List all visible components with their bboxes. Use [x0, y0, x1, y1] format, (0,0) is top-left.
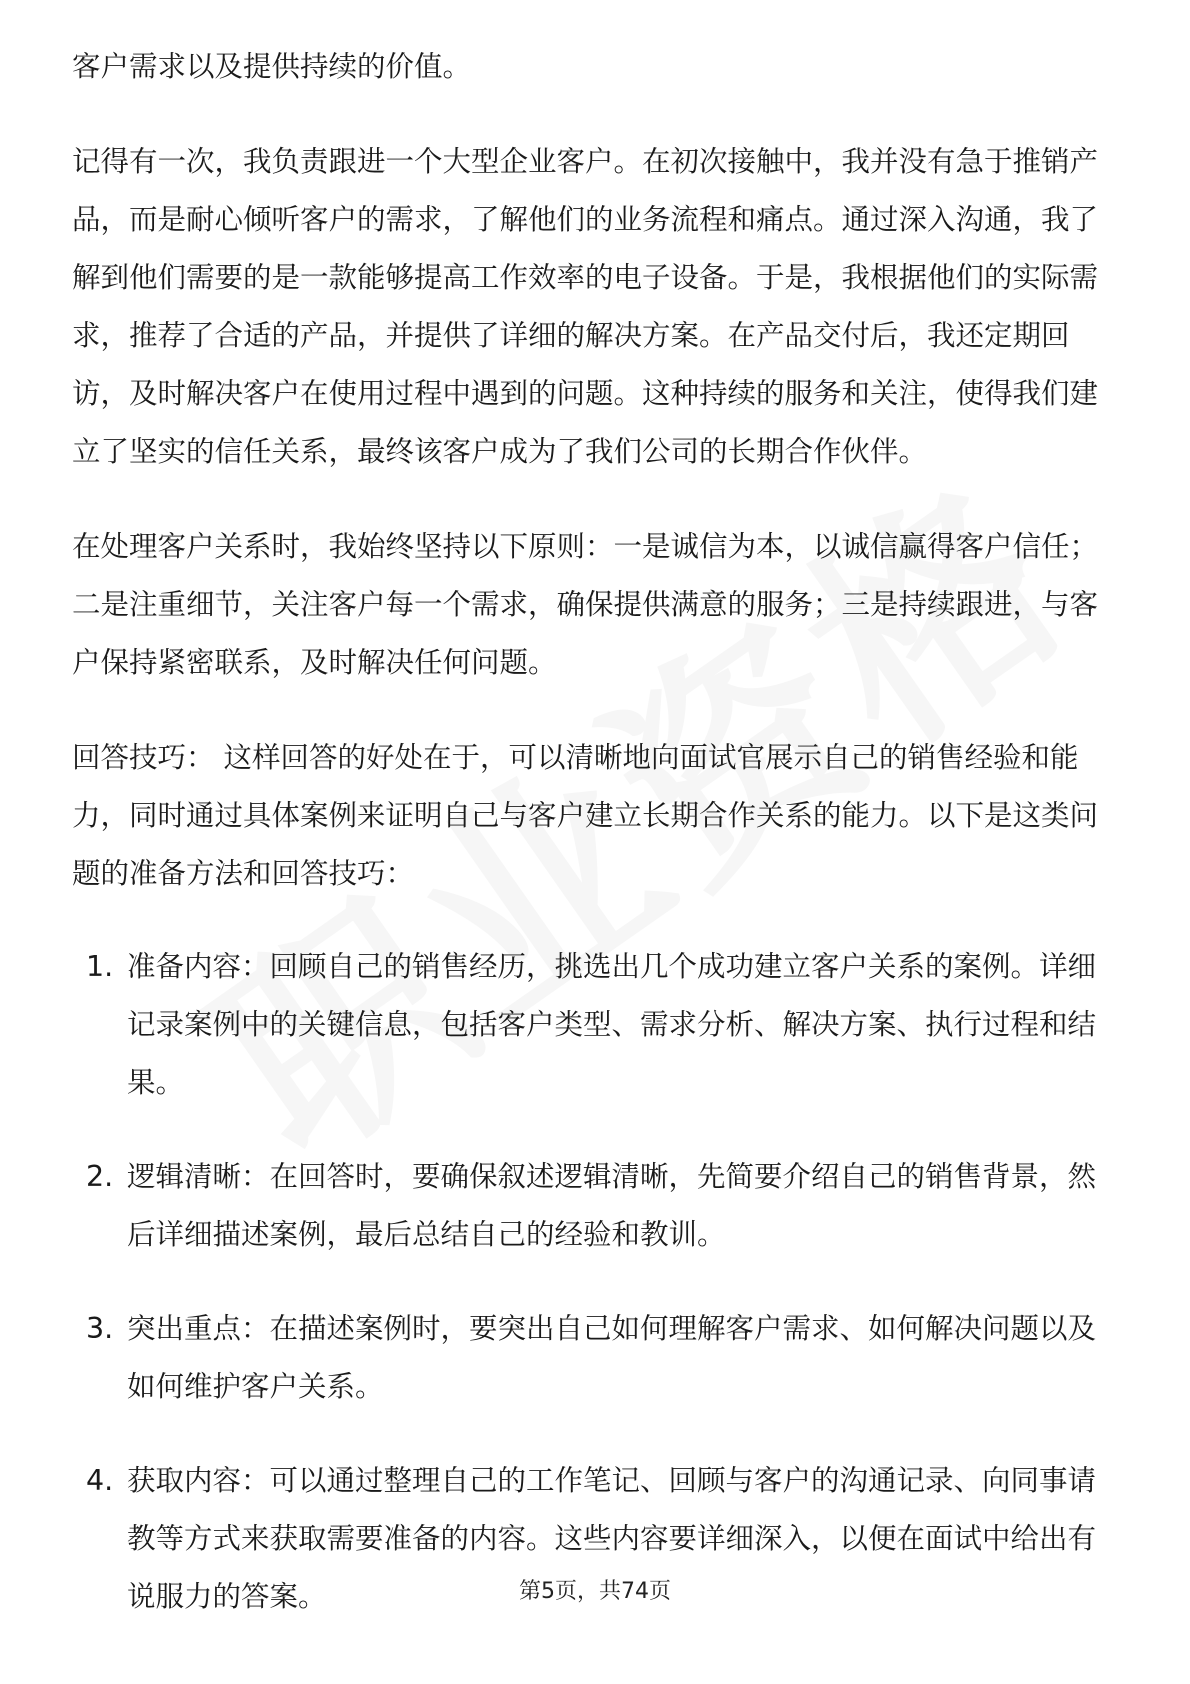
list-item-text: 逻辑清晰：在回答时，要确保叙述逻辑清晰，先简要介绍自己的销售背景，然后详细描述案例，最后总结自己的经验和教训。: [127, 1160, 1097, 1251]
list-item: [72, 1300, 1122, 1416]
paragraph-answer-tips: 回答技巧： 这样回答的好处在于，可以清晰地向面试官展示自己的销售经验和能力，同时通过具体案例来证明自己与客户建立长期合作关系的能力。以下是这类问题的准备方法和回答技巧：: [72, 741, 1099, 890]
paragraph-story: 记得有一次，我负责跟进一个大型企业客户。在初次接触中，我并没有急于推销产品，而是耐心倾听客户的需求，了解他们的业务流程和痛点。通过深入沟通，我了解到他们需要的是一款能够提高工作效率的电子设备。于是，我根据他们的实际需求，推荐了合适的产品，并提供了详细的解决方案。在产品交付后，我还定期回访，及时解决客户在使用过程中遇到的问题。这种持续的服务和关注，使得我们建立了坚实的信任关系，最终该客户成为了我们公司的长期合作伙伴。: [72, 145, 1099, 468]
list-item: [72, 1148, 1122, 1264]
list-item-number: 4.: [86, 1464, 114, 1497]
page-content: [72, 38, 1122, 1626]
page-footer: 第5页，共74页: [519, 1579, 671, 1604]
paragraph-principles: 在处理客户关系时，我始终坚持以下原则：一是诚信为本，以诚信赢得客户信任；二是注重细节，关注客户每一个需求，确保提供满意的服务；三是持续跟进，与客户保持紧密联系，及时解决任何问题。: [72, 530, 1099, 679]
paragraph-continuation: 客户需求以及提供持续的价值。: [72, 50, 472, 83]
list-item-number: 3.: [86, 1312, 114, 1345]
list-item-text: 准备内容：回顾自己的销售经历，挑选出几个成功建立客户关系的案例。详细记录案例中的关键信息，包括客户类型、需求分析、解决方案、执行过程和结果。: [127, 950, 1097, 1099]
list-item: [72, 938, 1122, 1112]
tips-list: [72, 938, 1122, 1626]
list-item-number: 1.: [86, 950, 114, 983]
list-item-number: 2.: [86, 1160, 114, 1193]
list-item-text: 突出重点：在描述案例时，要突出自己如何理解客户需求、如何解决问题以及如何维护客户关系。: [127, 1312, 1097, 1403]
list-item-text: 获取内容：可以通过整理自己的工作笔记、回顾与客户的沟通记录、向同事请教等方式来获取需要准备的内容。这些内容要详细深入，以便在面试中给出有说服力的答案。: [127, 1464, 1097, 1613]
